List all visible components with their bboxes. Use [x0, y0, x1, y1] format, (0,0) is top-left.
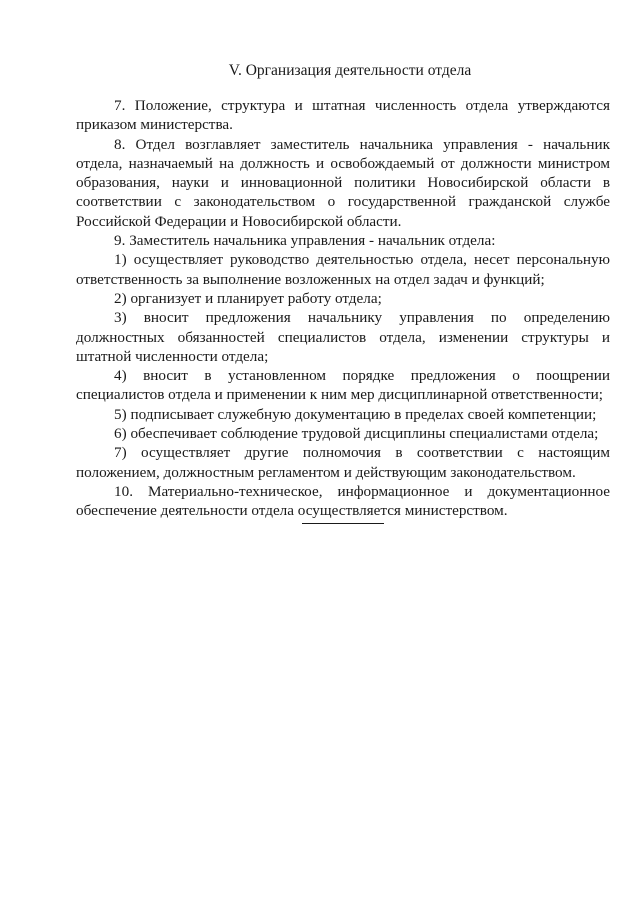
list-item-5: 5) подписывает служебную документацию в пределах своей компетенции; — [114, 405, 597, 423]
paragraph-10: 10. Материально-техническое, информационное и документационное обеспечение деятельности отдела осуществляется министерством. — [76, 482, 610, 520]
closing-divider — [302, 523, 384, 524]
list-item-2: 2) организует и планирует работу отдела; — [114, 289, 382, 307]
list-item-4: 4) вносит в установленном порядке предложения о поощрении специалистов отдела и применении к ним мер дисциплинарной ответственности; — [76, 367, 610, 404]
list-item-1: 1) осуществляет руководство деятельностью отдела, несет персональную ответственность за выполнение возложенных на отдел задач и функций; — [76, 251, 610, 288]
document-body — [76, 96, 610, 521]
paragraph-9: 9. Заместитель начальника управления - начальник отдела: — [114, 232, 496, 250]
list-item-6: 6) обеспечивает соблюдение трудовой дисциплины специалистами отдела; — [114, 425, 599, 443]
paragraph-8: 8. Отдел возглавляет заместитель начальника управления - начальник отдела, назначаемый на должность и освобождаемый от должности министром образования, науки и инновационной политики Новосибирской области в соответствии с законодательством о государственной гражданской службе Российской Федерации и Новосибирской области. — [76, 135, 610, 230]
list-item-3: 3) вносит предложения начальнику управления по определению должностных обязанностей специалистов отдела, изменении структуры и штатной численности отдела; — [76, 309, 610, 365]
section-title: V. Организация деятельности отдела — [228, 62, 472, 79]
list-item-7: 7) осуществляет другие полномочия в соответствии с настоящим положением, должностным регламентом и действующим законодательством. — [76, 444, 610, 481]
paragraph-7: 7. Положение, структура и штатная численность отдела утверждаются приказом министерства. — [76, 97, 610, 134]
